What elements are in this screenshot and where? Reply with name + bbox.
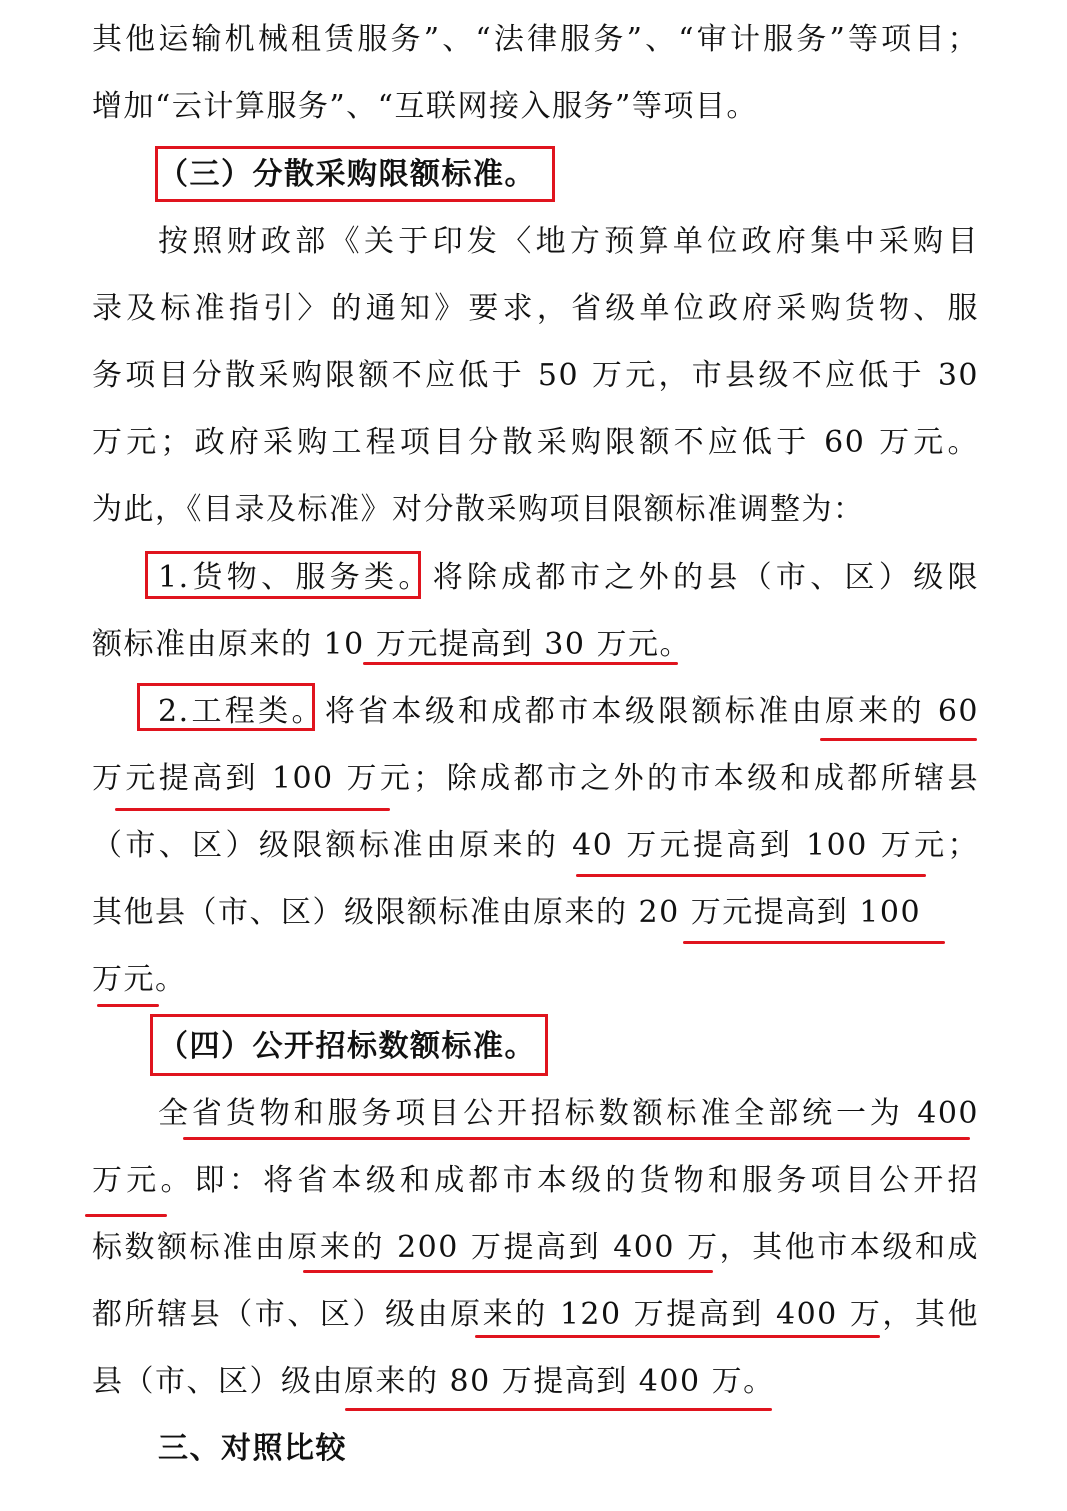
item-label: 2.工程类。 xyxy=(158,694,325,729)
text-line: 标数额标准由原来的 200 万提高到 400 万，其他市本级和成 xyxy=(92,1230,979,1265)
text-line: 都所辖县（市、区）级由原来的 120 万提高到 400 万，其他 xyxy=(92,1297,979,1332)
text-line: 额标准由原来的 10 万元提高到 30 万元。 xyxy=(92,627,691,662)
underline-mark xyxy=(683,941,945,944)
text-line: 录及标准指引〉的通知》要求，省级单位政府采购货物、服 xyxy=(92,291,979,326)
underline-mark xyxy=(475,1335,880,1338)
engineering-item: 2.工程类。将省本级和成都市本级限额标准由原来的 60 xyxy=(158,694,979,729)
text-line: 全省货物和服务项目公开招标数额标准全部统一为 400 xyxy=(158,1096,979,1131)
underline-mark xyxy=(183,1137,970,1140)
text-line: 其他运输机械租赁服务”、“法律服务”、“审计服务”等项目； xyxy=(92,22,979,57)
underline-mark xyxy=(97,1004,159,1007)
text-line: 万元。即：将省本级和成都市本级的货物和服务项目公开招 xyxy=(92,1163,979,1198)
underline-mark xyxy=(576,874,926,877)
text-line: 县（市、区）级由原来的 80 万提高到 400 万。 xyxy=(92,1364,775,1399)
section-heading-3: （三）分散采购限额标准。 xyxy=(158,157,536,192)
text-line: 万元；政府采购工程项目分散采购限额不应低于 60 万元。 xyxy=(92,425,979,460)
underline-mark xyxy=(820,738,977,741)
underline-mark xyxy=(115,808,390,811)
underline-mark xyxy=(345,1408,772,1411)
highlight-box xyxy=(145,551,421,599)
text-line: 务项目分散采购限额不应低于 50 万元，市县级不应低于 30 xyxy=(92,358,979,393)
text-line: （市、区）级限额标准由原来的 40 万元提高到 100 万元； xyxy=(92,828,979,863)
item-label: 1.货物、服务类。 xyxy=(158,560,433,595)
text-line: 为此，《目录及标准》对分散采购项目限额标准调整为： xyxy=(92,492,865,527)
underline-mark xyxy=(303,1270,713,1273)
underline-mark xyxy=(363,662,678,665)
section-heading-comparison: 三、对照比较 xyxy=(158,1431,347,1466)
text-line: 万元。 xyxy=(92,962,187,997)
text-line: 增加“云计算服务”、“互联网接入服务”等项目。 xyxy=(92,89,758,124)
text-line: 其他县（市、区）级限额标准由原来的 20 万元提高到 100 xyxy=(92,895,922,930)
section-heading-4: （四）公开招标数额标准。 xyxy=(158,1029,536,1064)
highlight-box xyxy=(150,1014,548,1076)
underline-mark xyxy=(85,1214,167,1217)
goods-services-item: 1.货物、服务类。将除成都市之外的县（市、区）级限 xyxy=(158,560,980,595)
text-line: 按照财政部《关于印发〈地方预算单位政府集中采购目 xyxy=(158,224,979,259)
highlight-box xyxy=(137,683,315,731)
text-line: 万元提高到 100 万元；除成都市之外的市本级和成都所辖县 xyxy=(92,761,979,796)
highlight-box xyxy=(155,146,555,202)
